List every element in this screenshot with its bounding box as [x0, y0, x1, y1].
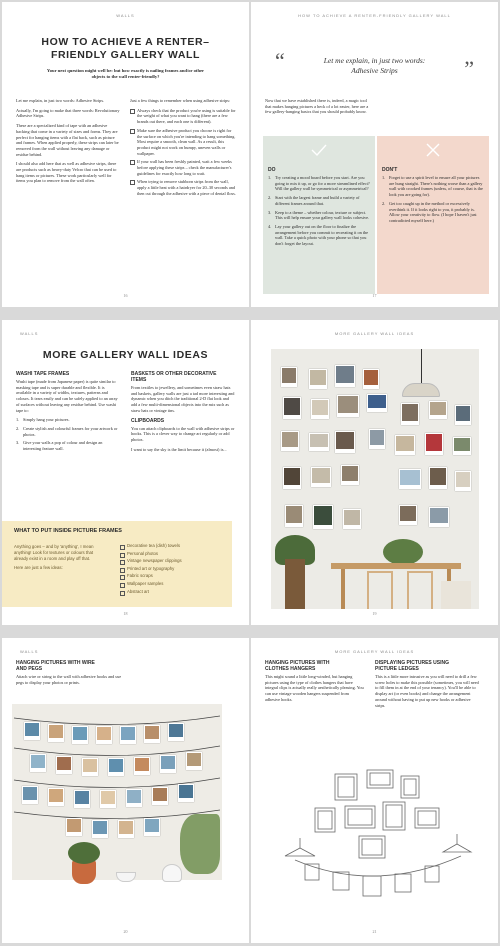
open-quote-icon: “	[275, 48, 285, 73]
washi-list	[16, 417, 118, 452]
pendant-lamp	[402, 383, 440, 397]
ledges-section: DISPLAYING PICTURES USING PICTURE LEDGES This is a little more intrusive as you will need to drill a few screw holes to make this possible (sometimes, you will need to fill them in at the end of your tenancy). You'll be able to display art (or even books) and change the arrangement around without having to put up new hooks or adhesive strips.	[375, 660, 481, 712]
close-quote-icon: ”	[464, 56, 474, 81]
dont-heading: DON'T	[382, 167, 398, 173]
list-item: Vintage newspaper clippings	[120, 559, 224, 564]
spread-renter-friendly	[2, 2, 498, 307]
list-item: Always check that the product you're using is suitable for the weight of what you want to hang (there are a few brands out there, and each one is different).	[130, 108, 236, 125]
list-item: 4. Lay your gallery out on the floor to finalize the arrangement before you commit to recreating it on the wall. Take a quick photo with your phone so that you don't forget the layout.	[268, 223, 369, 247]
column-left: Let me explain, in just two words: Adhesive Strips. Actually, I'm going to make that three words: Revolutionary Adhesive Strips. These are a specialized kind of tape with an adhesive backing that come in a variety of sizes and forms. They are perfect for hanging items with a flat back, such as picture and frames. When applied properly, these strips can later be removed from the wall without leaving any damage or residue behind. I should also add here that as well as adhesive strips, there are products such as heavy-duty Velcro that can be used to hang items or pictures. These work particularly well for items you plan to remove from the wall often.	[16, 98, 120, 184]
list-item: If your wall has been freshly painted, wait a few weeks before applying these strips – check the manufacturer's guidelines for exactly how long to wait.	[130, 159, 236, 176]
pull-quote: “ Let me explain, in just two words: Adhesive Strips ”	[275, 48, 474, 81]
clipboards-heading: CLIPBOARDS	[131, 417, 165, 424]
list-item: Decorative tea (dish) towels	[120, 544, 224, 549]
check-icon	[263, 136, 375, 164]
list-item: 1. Try creating a mood board before you start. Are you going to mix it up, or go for a more streamlined effect? Will the gallery wall be symmetrical or asymmetrical?	[268, 175, 370, 192]
intro-text: Your next question might well be: but how exactly is nailing frames and/or other objects to the wall renter-friendly?	[46, 68, 205, 79]
table	[331, 563, 461, 569]
list-item: 1. Forget to use a spirit level to ensure all your pictures are hung straight. There's nothing worse than a gallery wall with crooked frames (unless, of course, that is the look you are going for).	[382, 175, 483, 198]
running-head: WALLS	[20, 331, 39, 336]
page-19	[251, 320, 498, 625]
do-list	[268, 175, 370, 247]
running-head: MORE GALLERY WALL IDEAS	[334, 649, 415, 654]
spread-more-ideas	[2, 320, 498, 625]
baskets-heading: BASKETS OR OTHER DECORATIVE ITEMS	[131, 371, 217, 383]
page-title: HOW TO ACHIEVE A RENTER– FRIENDLY GALLERY WALL	[41, 36, 210, 61]
wire-pegs-heading: HANGING PICTURES WITH WIRE AND PEGS	[16, 660, 95, 672]
column-right: Just a few things to remember when using adhesive strips: Always check that the product you're using is suitable for the weight of what you want to hang (there are a few brands out there, and each one is different). Make sure the adhesive product you choose is right for the surface on which you're intending to hang something. Most require a smooth, clean wall. As a result, this product might not work on bumpy, uneven walls or wallpaper. If your wall has been freshly painted, wait a few weeks before applying these strips – check the manufacturer's guidelines for exactly how long to wait. When trying to remove stubborn strips from the wall, apply a little heat with a hairdryer for 20–30 seconds and then cut through the adhesive with a piece of dental floss.	[130, 98, 236, 196]
list-item: 1. Simply hang your pictures.	[16, 417, 70, 423]
box-intro: Anything goes – and by 'anything', I mean anything! Look for textures or colours that already exist in a room and play off that. Here are just a few ideas:	[14, 544, 94, 571]
list-item: 2. Get too caught up in the method or excessively overthink it. If it looks right to you, it probably is. Allow your creativity to flow. (I hope I haven't just contradicted myself here.)	[382, 200, 477, 223]
hangers-illustration	[275, 764, 475, 904]
tips-list	[130, 108, 236, 197]
chair	[367, 571, 393, 609]
baskets-section: BASKETS OR OTHER DECORATIVE ITEMS From textiles to jewellery, and sometimes even straw hats and baskets, gallery walls are just a tad more interesting and dynamic when you ditch the traditional 2-D flat look and add a few multi-dimensional objects into the mix such as straw hats or vintage tins. CLIPBOARDS You can attach clipboards to the wall with adhesive strips or hooks. This is a clever way to change art regularly or add photos. I want to say the sky is the limit because it (almost) is...	[131, 371, 235, 452]
list-item: Wallpaper samples	[120, 582, 224, 587]
list-item: 3. Keep to a theme – whether colour, texture or subject. This will help ensure your gallery wall looks cohesive.	[268, 209, 370, 221]
running-head: WALLS	[20, 649, 39, 654]
running-head: WALLS	[116, 13, 135, 18]
shelf	[12, 880, 222, 926]
gallery-wall-photo	[271, 349, 479, 609]
page-17	[251, 2, 498, 307]
dont-list	[382, 175, 484, 224]
washi-heading: WASHI TAPE FRAMES	[16, 371, 70, 377]
box-title: WHAT TO PUT INSIDE PICTURE FRAMES	[14, 528, 122, 534]
running-head: HOW TO ACHIEVE A RENTER-FRIENDLY GALLERY WALL	[298, 13, 451, 18]
running-head: MORE GALLERY WALL IDEAS	[334, 331, 415, 336]
list-item: 3. Give your walls a pop of colour and design an interesting feature wall.	[16, 440, 103, 452]
page-number: 18	[123, 611, 128, 616]
list-item: Personal photos	[120, 552, 224, 557]
page-21	[251, 638, 498, 943]
page-16	[2, 2, 249, 307]
plant	[383, 539, 423, 565]
picture-frames-box	[2, 521, 232, 607]
page-number: 21	[372, 929, 377, 934]
hangers-section: HANGING PICTURES WITH CLOTHES HANGERS This might sound a little long-winded, but hanging pictures using the type of clothes hangers that have integral clips is actually really aesthetically pleasing. You can use vintage wooden hangers suspended from adhesive hooks.	[265, 660, 364, 702]
plant	[180, 814, 220, 874]
page-number: 16	[123, 293, 128, 298]
ledges-heading: DISPLAYING PICTURES USING PICTURE LEDGES	[375, 660, 449, 672]
list-item: 2. Create stylish and colourful frames for your artwork or photos.	[16, 425, 118, 437]
page-20	[2, 638, 249, 943]
page-number: 20	[123, 929, 128, 934]
page-18	[2, 320, 249, 625]
page-number: 19	[372, 611, 377, 616]
bowl	[162, 864, 182, 882]
list-item: Make sure the adhesive product you choose is right for the surface on which you're intending to hang something. Most require a smooth, clean wall. As a result, this product might not work on bumpy, uneven walls or wallpaper.	[130, 128, 236, 157]
cross-icon	[377, 136, 489, 164]
list-item: Abstract art	[120, 590, 224, 595]
do-heading: DO	[268, 167, 276, 173]
ideas-list	[120, 544, 224, 597]
page-number: 17	[372, 293, 377, 298]
body-text: Now that we have established there is, indeed, a magic tool that makes hanging pictures a heck of a lot easier, here are a few gallery-hanging basics that you should probably know.	[265, 98, 369, 115]
list-item: 2. Start with the largest frame and build a variety of different frames around that.	[268, 195, 360, 206]
page-title: MORE GALLERY WALL IDEAS	[42, 349, 209, 361]
washi-section: WASHI TAPE FRAMES Washi tape (made from Japanese paper) is quite similar to masking tape and is super durable and flexible. It is available in a variety of widths, textures, patterns and colours. It tears easily and can be safely applied to an array of surfaces without leaving any residue behind. Use washi tape to: 1. Simply hang your pictures. 2. Create stylish and colourful frames for your artwork or photos. 3. Give your walls a pop of colour and design an interesting feature wall.	[16, 371, 118, 452]
list-item: Printed art or typography	[120, 567, 224, 572]
chair	[407, 571, 433, 609]
hangers-heading: HANGING PICTURES WITH CLOTHES HANGERS	[265, 660, 330, 672]
wire-pegs-photo	[12, 704, 222, 926]
dont-panel	[377, 136, 489, 294]
wire-pegs-section: HANGING PICTURES WITH WIRE AND PEGS Attach wire or string to the wall with adhesive hooks and use pegs to display your photos or prints.	[16, 660, 124, 689]
list-item: When trying to remove stubborn strips from the wall, apply a little heat with a hairdryer for 20–30 seconds and then cut through the adhesive with a piece of dental floss.	[130, 179, 236, 196]
spread-hanging-methods	[2, 638, 498, 943]
do-panel	[263, 136, 375, 294]
list-item: Fabric scraps	[120, 574, 224, 579]
